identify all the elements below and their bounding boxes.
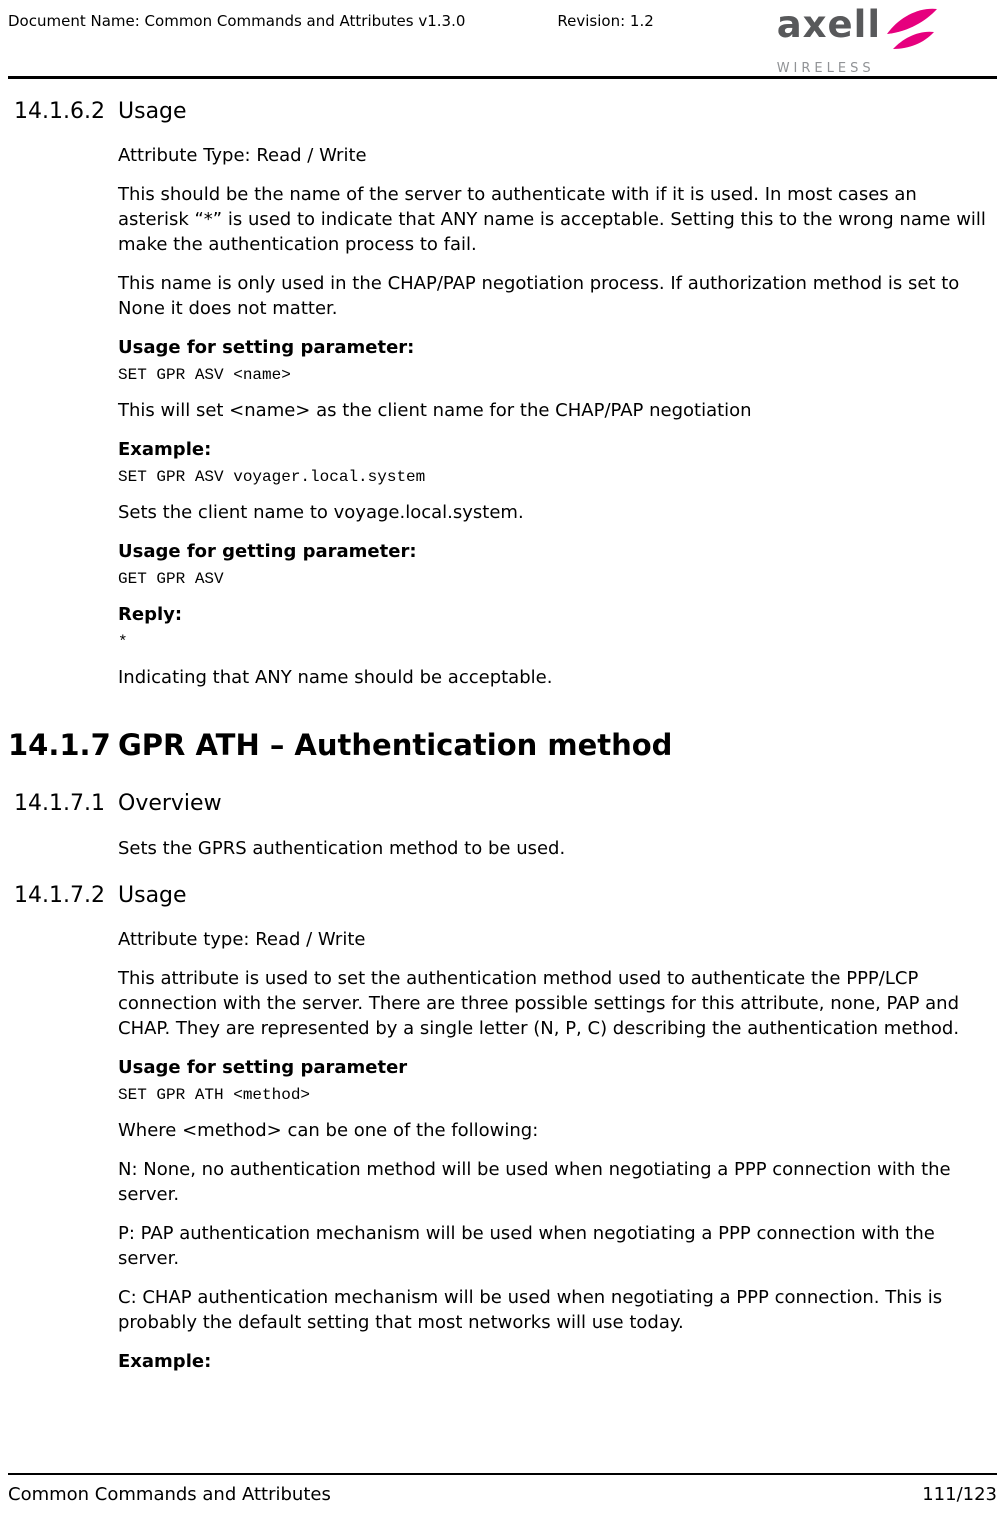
bold-label: Usage for setting parameter bbox=[118, 1056, 408, 1078]
paragraph: Attribute type: Read / Write bbox=[118, 928, 366, 950]
logo-tagline-text: WIRELESS bbox=[776, 61, 875, 76]
section-heading bbox=[0, 99, 1005, 125]
code-line: SET GPR ATH <method> bbox=[118, 1085, 311, 1104]
chapter-heading bbox=[0, 728, 1005, 763]
paragraph: Sets the client name to voyage.local.system. bbox=[118, 502, 524, 524]
code-line: GET GPR ASV bbox=[118, 570, 224, 589]
paragraph: Where <method> can be one of the following: bbox=[118, 1119, 539, 1141]
section-number: 14.1.7.2 bbox=[14, 882, 105, 908]
logo-swoosh-icon bbox=[885, 4, 939, 60]
section-title: Usage bbox=[118, 882, 187, 908]
bold-label: Usage for setting parameter: bbox=[118, 337, 415, 359]
code-line: * bbox=[118, 633, 128, 652]
paragraph: C: CHAP authentication mechanism will be used when negotiating a PPP connection. This is probably the default setting that most networks will use today. bbox=[118, 1286, 943, 1333]
bold-label: Example: bbox=[118, 439, 212, 461]
section-heading bbox=[0, 883, 1005, 909]
paragraph: This name is only used in the CHAP/PAP negotiation process. If authorization method is set to None it does not matter. bbox=[118, 273, 960, 320]
code-line: SET GPR ASV <name> bbox=[118, 366, 291, 385]
chapter-number: 14.1.7 bbox=[8, 728, 111, 763]
code-line: SET GPR ASV voyager.local.system bbox=[118, 468, 426, 487]
axell-wireless-logo bbox=[776, 3, 939, 76]
logo-brand-text: axell bbox=[776, 3, 881, 46]
page-header bbox=[0, 0, 1005, 76]
header-meta bbox=[8, 6, 654, 30]
paragraph: This should be the name of the server to authenticate with if it is used. In most cases an asterisk “*” is used to indicate that ANY name is acceptable. Setting this to the wrong name will make the authentication process to fail. bbox=[118, 184, 986, 256]
section-title: Overview bbox=[118, 791, 222, 817]
chapter-title: GPR ATH – Authentication method bbox=[118, 728, 673, 763]
section-number: 14.1.7.1 bbox=[14, 791, 105, 817]
bold-label: Example: bbox=[118, 1350, 212, 1372]
bold-label: Usage for getting parameter: bbox=[118, 541, 417, 563]
paragraph: This attribute is used to set the authentication method used to authenticate the PPP/LCP connection with the server. There are three possible settings for this attribute, none, PAP and CHAP. They are represented by a single letter (N, P, C) describing the authentication method. bbox=[118, 967, 960, 1039]
header-revision: Revision: 1.2 bbox=[557, 12, 654, 30]
section-heading bbox=[0, 791, 1005, 817]
paragraph: Sets the GPRS authentication method to be used. bbox=[118, 837, 566, 859]
paragraph: N: None, no authentication method will be used when negotiating a PPP connection with the server. bbox=[118, 1158, 951, 1205]
logo-row bbox=[776, 3, 939, 60]
footer-page-number: 111/123 bbox=[922, 1484, 997, 1505]
paragraph: Attribute Type: Read / Write bbox=[118, 145, 367, 167]
document-body bbox=[0, 79, 1005, 1374]
bold-label: Reply: bbox=[118, 604, 183, 626]
footer-document-title: Common Commands and Attributes bbox=[8, 1484, 331, 1505]
section-number: 14.1.6.2 bbox=[14, 99, 105, 124]
header-document-name: Document Name: Common Commands and Attributes v1.3.0 bbox=[8, 12, 466, 30]
paragraph: This will set <name> as the client name for the CHAP/PAP negotiation bbox=[118, 400, 752, 422]
paragraph: P: PAP authentication mechanism will be used when negotiating a PPP connection with the server. bbox=[118, 1222, 935, 1269]
paragraph: Indicating that ANY name should be acceptable. bbox=[118, 667, 553, 689]
page-footer bbox=[8, 1473, 997, 1517]
section-title: Usage bbox=[118, 99, 187, 124]
